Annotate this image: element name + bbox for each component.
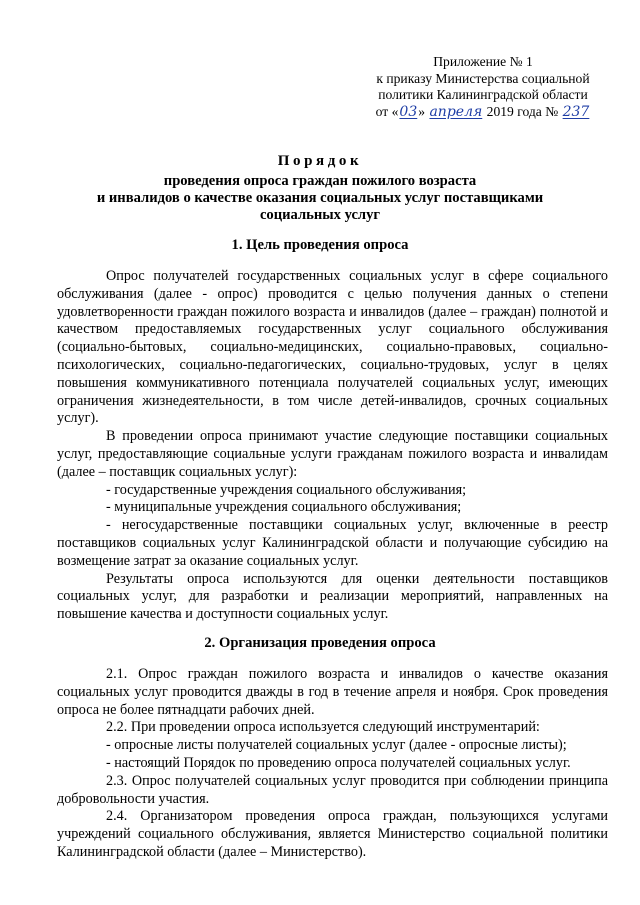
- list-item: - опросные листы получателей социальных услуг (далее - опросные листы);: [106, 737, 567, 754]
- title-line-1: проведения опроса граждан пожилого возраста: [163, 173, 477, 189]
- paragraph: 2.4. Организатором проведения опроса граждан, пользующихся услугами учреждений социального обслуживания, является Министерство социальной политики Калининградской области (далее – Министерство).: [57, 808, 608, 860]
- title-line-2: и инвалидов о качестве оказания социальных услуг поставщиками: [96, 190, 544, 206]
- appendix-ministry: политики Калининградской области: [378, 87, 588, 102]
- paragraph: Результаты опроса используются для оценки деятельности поставщиков социальных услуг, для разработки и реализации мероприятий, направленных на повышение качества и доступности социальных услуг.: [57, 570, 608, 623]
- date-mid: »: [418, 103, 426, 119]
- section-1-heading: 1. Цель проведения опроса: [231, 237, 409, 253]
- appendix-order-ref: к приказу Министерства социальной: [376, 70, 590, 86]
- paragraph: В проведении опроса принимают участие следующие поставщики социальных услуг, предоставляющие социальные услуги гражданам пожилого возраста и инвалидам (далее – поставщик социальных услуг):: [57, 428, 608, 480]
- section-1-body: [57, 268, 608, 624]
- date-prefix: от «: [375, 103, 399, 119]
- paragraph: 2.2. При проведении опроса используется следующий инструментарий:: [106, 719, 540, 736]
- paragraph: 2.3. Опрос получателей социальных услуг проводится при соблюдении принципа добровольности участия.: [57, 772, 608, 807]
- section-2-heading: 2. Организация проведения опроса: [204, 635, 436, 651]
- appendix-block: [358, 54, 608, 120]
- paragraph: Опрос получателей государственных социальных услуг в сфере социального обслуживания (далее - опрос) проводится с целью получения данных о степени удовлетворенности граждан пожилого возраста и инвалидов (далее – граждан) полнотой и качеством предоставляемых государственных услуг социального обслуживания (социально-бытовых, социально-медицинских, социально-правовых, социально-психологических, социально-педагогических, социально-трудовых, услуг в целях повышения коммуникативного потенциала получателей социальных услуг, имеющих ограничения жизнедеятельности, в том числе детей-инвалидов, срочных социальных услуг).: [57, 268, 608, 427]
- appendix-number: Приложение № 1: [433, 54, 533, 69]
- doc-number-handwritten: 237: [562, 103, 590, 120]
- document-title: [40, 153, 600, 224]
- appendix-date-line: [358, 104, 608, 121]
- list-item: - негосударственные поставщики социальных услуг, включенные в реестр поставщиков социальных услуг Калининградской области и получающие субсидию на возмещение затрат за оказание социальных услуг.: [57, 517, 608, 569]
- list-item: - настоящий Порядок по проведению опроса получателей социальных услуг.: [106, 754, 571, 771]
- date-month-handwritten: апреля: [429, 103, 483, 120]
- title-word: Порядок: [277, 153, 363, 169]
- section-2-body: [57, 666, 608, 862]
- title-line-3: социальных услуг: [259, 207, 381, 223]
- date-day-handwritten: 03: [399, 103, 418, 120]
- paragraph: 2.1. Опрос граждан пожилого возраста и инвалидов о качестве оказания социальных услуг проводится дважды в год в течение апреля и ноября. Срок проведения опроса не более пятнадцати рабочих дней.: [57, 666, 608, 718]
- date-year: 2019 года №: [486, 103, 559, 119]
- list-item: - муниципальные учреждения социального обслуживания;: [106, 499, 462, 516]
- list-item: - государственные учреждения социального обслуживания;: [106, 481, 467, 498]
